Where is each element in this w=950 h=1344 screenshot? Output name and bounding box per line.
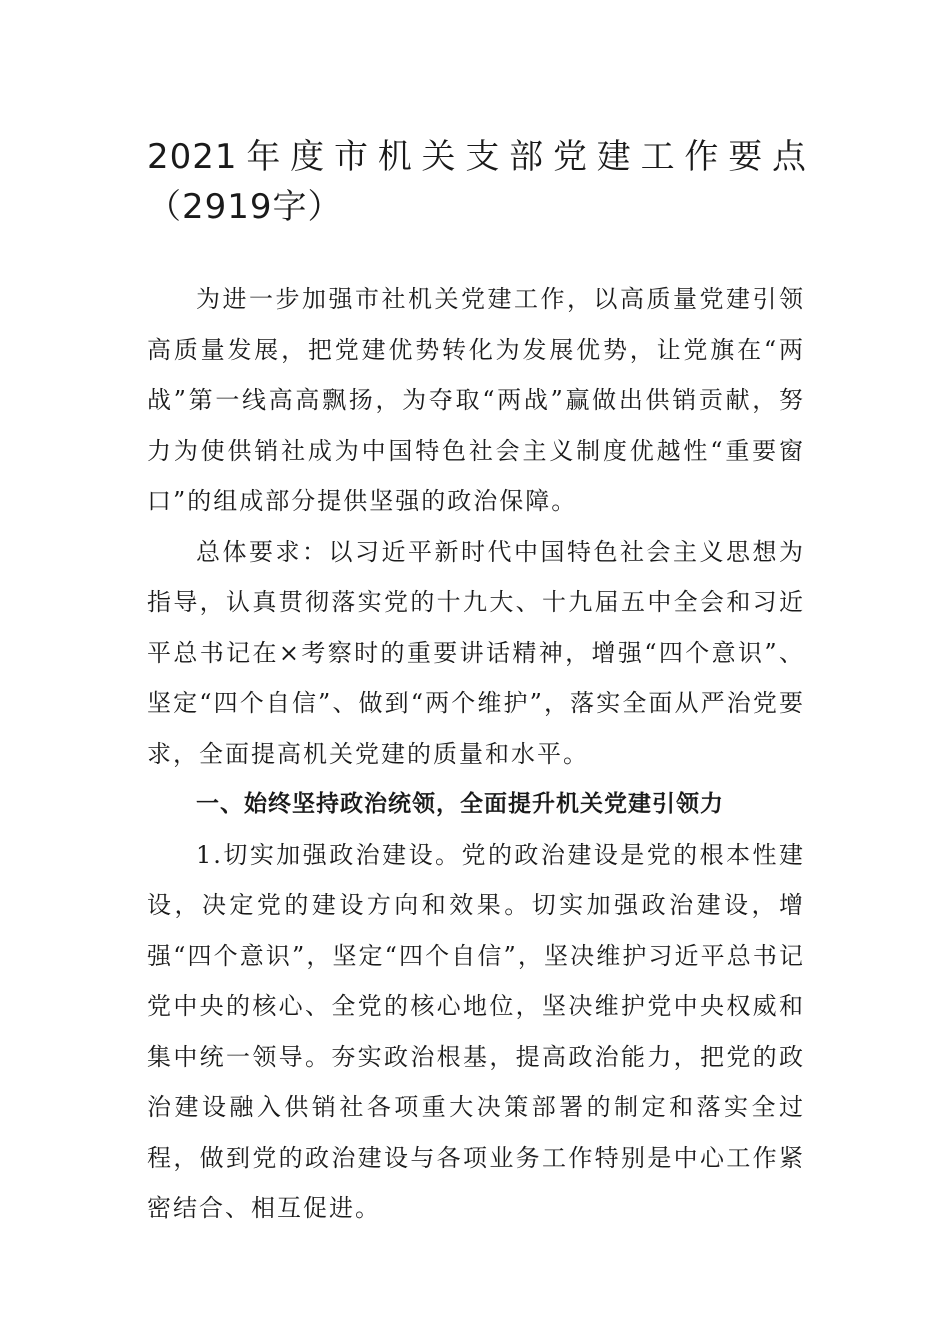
document-title: 2021年度市机关支部党建工作要点（2919字） bbox=[147, 137, 807, 227]
intro-paragraph: 为进一步加强市社机关党建工作，以高质量党建引领高质量发展，把党建优势转化为发展优势，让党旗在“两战”第一线高高飘扬，为夺取“两战”赢做出供销贡献，努力为使供销社成为中国特色社会主义制度优越性“重要窗口”的组成部分提供坚强的政治保障。 bbox=[147, 285, 805, 515]
item-paragraph: 1.切实加强政治建设。党的政治建设是党的根本性建设，决定党的建设方向和效果。切实加强政治建设，增强“四个意识”，坚定“四个自信”，坚决维护习近平总书记党中央的核心、全党的核心地位，坚决维护党中央权威和集中统一领导。夯实政治根基，提高政治能力，把党的政治建设融入供销社各项重大决策部署的制定和落实全过程，做到党的政治建设与各项业务工作特别是中心工作紧密结合、相互促进。 bbox=[147, 840, 805, 1222]
document-body bbox=[147, 274, 805, 1234]
general-requirements-paragraph: 总体要求：以习近平新时代中国特色社会主义思想为指导，认真贯彻落实党的十九大、十九届五中全会和习近平总书记在×考察时的重要讲话精神，增强“四个意识”、坚定“四个自信”、做到“两个维护”，落实全面从严治党要求，全面提高机关党建的质量和水平。 bbox=[147, 537, 805, 768]
section-heading: 一、始终坚持政治统领，全面提升机关党建引领力 bbox=[196, 791, 724, 817]
